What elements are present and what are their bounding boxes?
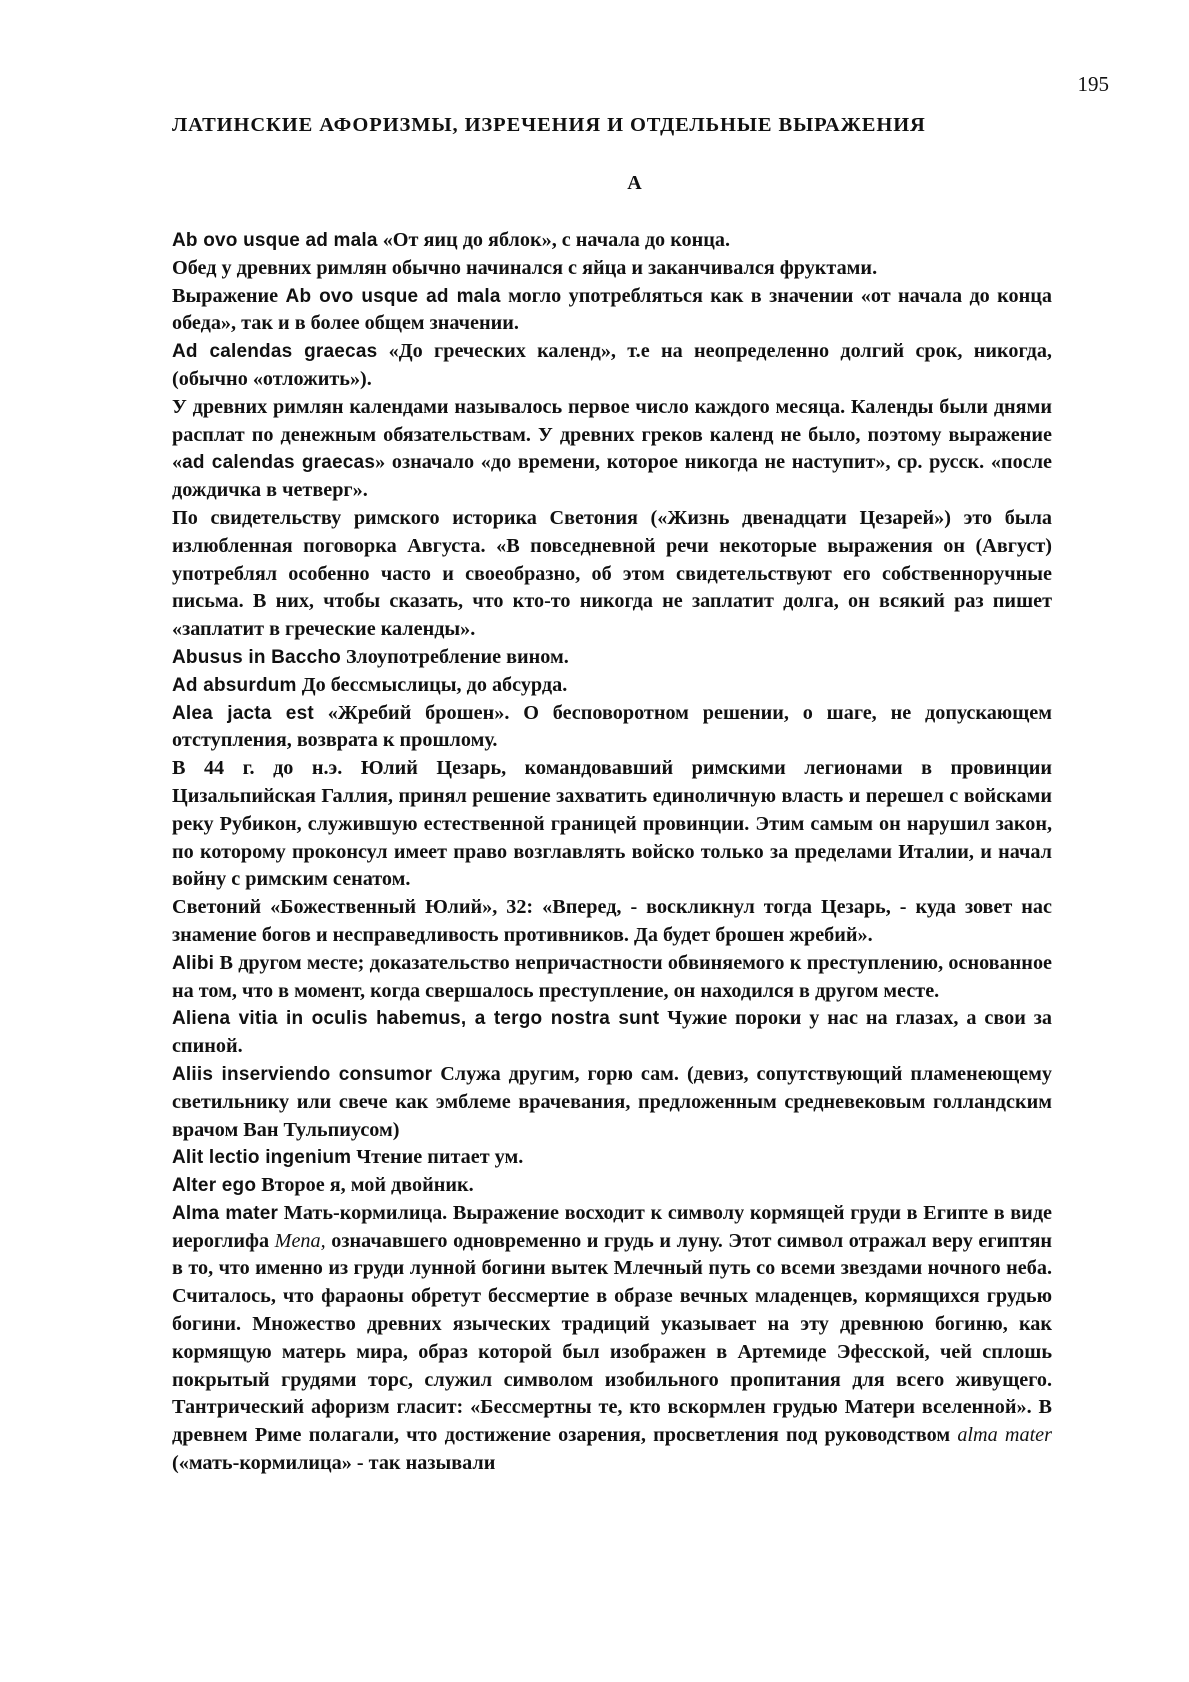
entry-text: В другом месте; доказательство непричастности обвиняемого к преступлению, основанное на том, что в момент, когда свершалось преступление, он находился в другом месте.	[172, 951, 1052, 1002]
entry-paragraph	[172, 644, 1052, 672]
entry-paragraph	[172, 950, 1052, 1006]
latin-term: Aliis inserviendo consumor	[172, 1063, 433, 1085]
entry-text: Служа другим, горю сам. (девиз, сопутствующий пламенеющему светильнику или свече как эмблеме врачевания, предложенным средневековым голландским врачом Ван Тульпиусом)	[172, 1062, 1052, 1141]
entry-text: У древних римлян календами называлось первое число каждого месяца. Календы были днями расплат по денежным обязательствам. У древних греков календ не было, поэтому выражение «	[172, 395, 1052, 474]
latin-term: Alter ego	[172, 1175, 257, 1197]
entry-text: «От яиц до яблок», с начала до конца.	[377, 229, 731, 251]
latin-term: Alibi	[172, 952, 215, 974]
section-letter: А	[627, 172, 642, 194]
entry-text: «До греческих календ», т.е на неопределенно долгий срок, никогда, (обычно «отложить»).	[172, 340, 1052, 390]
latin-term: Ad calendas graecas	[172, 341, 378, 363]
entry-paragraph	[172, 894, 1052, 950]
entry-paragraph	[172, 227, 1052, 255]
entry-text: По свидетельству римского историка Светония («Жизнь двенадцати Цезарей») это была излюбленная поговорка Августа. «В повседневной речи некоторые выражения он (Август) употреблял особенно часто и своеобразно, об этом свидетельствуют его собственноручные письма. В них, чтобы сказать, что кто-то никогда не заплатит долга, он всякий раз пишет «заплатит в греческие календы».	[172, 506, 1052, 641]
latin-term: Alit lectio ingenium	[172, 1147, 352, 1169]
entry-text: Чужие пороки у нас на глазах, а свои за спиной.	[172, 1007, 1053, 1058]
entry-paragraph	[172, 255, 1052, 283]
entry-text: Обед у древних римлян обычно начинался с яйца и заканчивался фруктами.	[172, 256, 878, 279]
entry-text: Мать-кормилица. Выражение восходит к символу кормящей груди в Египте в виде иероглифа	[172, 1201, 1052, 1252]
italic-word: Mena,	[274, 1229, 326, 1252]
latin-term: Alea jacta est	[172, 702, 314, 724]
entry-paragraph	[172, 283, 1052, 339]
entry-text: До бессмыслицы, до абсурда.	[296, 673, 568, 696]
entry-text: могло употребляться как в значении «от начала до конца обеда», так и в более общем значении.	[172, 284, 1053, 335]
entry-paragraph	[172, 505, 1052, 644]
latin-term: Ad absurdum	[172, 674, 297, 696]
latin-term: Ab ovo usque ad mala	[285, 285, 501, 307]
entry-paragraph	[172, 394, 1052, 505]
dictionary-content	[172, 227, 1052, 1478]
latin-term: Alma mater	[172, 1202, 279, 1224]
entry-text: Светоний «Божественный Юлий», 32: «Вперед, - воскликнул тогда Цезарь, - куда зовет нас знамение богов и несправедливость противников. Да будет брошен жребий».	[172, 896, 1052, 946]
entry-text: Второе я, мой двойник.	[256, 1174, 474, 1197]
page-title: ЛАТИНСКИЕ АФОРИЗМЫ, ИЗРЕЧЕНИЯ И ОТДЕЛЬНЫЕ ВЫРАЖЕНИЯ	[172, 114, 926, 136]
latin-term: ad calendas graecas	[182, 452, 376, 474]
latin-term: Ab ovo usque ad mala	[172, 230, 378, 251]
entry-text: Злоупотребление вином.	[340, 645, 569, 668]
entry-text: Чтение питает ум.	[351, 1146, 524, 1169]
latin-term: Abusus in Baccho	[172, 646, 341, 668]
latin-term: Aliena vitia in oculis habemus, a tergo nostra sunt	[172, 1008, 660, 1030]
entry-paragraph	[172, 1061, 1052, 1144]
entry-paragraph	[172, 755, 1052, 894]
entry-paragraph	[172, 1200, 1052, 1478]
entry-text: означавшего одновременно и грудь и луну. Этот символ отражал веру египтян в то, что именно из груди лунной богини вытек Млечный путь со всеми звездами ночного неба. Считалось, что фараоны обретут бессмертие в образе вечных младенцев, кормящихся грудью богини. Множество древних языческих традиций указывает на эту древнюю богиню, как кормящую матерь мира, образ которой был изображен в Артемиде Эфесской, чей сплошь покрытый грудями торс, служил символом изобильного пропитания для всего живущего. Тантрический афоризм гласит: «Бессмертны те, кто вскормлен грудью Матери вселенной». В древнем Риме полагали, что достижение озарения, просветления под руководством	[172, 1229, 1052, 1447]
entry-text: «Жребий брошен». О бесповоротном решении, о шаге, не допускающем отступления, возврата к прошлому.	[172, 701, 1052, 752]
italic-word: alma mater	[957, 1424, 1052, 1447]
entry-text: » означало «до времени, которое никогда не наступит», ср. русск. «после дождичка в четверг».	[172, 451, 1052, 502]
entry-paragraph	[172, 1005, 1052, 1061]
page-number: 195	[1077, 72, 1109, 96]
entry-text: Выражение	[172, 284, 286, 307]
entry-paragraph	[172, 1144, 1052, 1172]
entry-paragraph	[172, 338, 1052, 394]
entry-paragraph	[172, 700, 1052, 756]
entry-text: («мать-кормилица» - так называли	[172, 1452, 496, 1475]
entry-text: В 44 г. до н.э. Юлий Цезарь, командовавший римскими легионами в провинции Цизальпийская Галлия, принял решение захватить единоличную власть и перешел с войсками реку Рубикон, служившую естественной границей провинции. Этим самым он нарушил закон, по которому проконсул имеет право возглавлять войско только за пределами Италии, и начал войну с римским сенатом.	[172, 757, 1052, 891]
entry-paragraph	[172, 672, 1052, 700]
entry-paragraph	[172, 1172, 1052, 1200]
